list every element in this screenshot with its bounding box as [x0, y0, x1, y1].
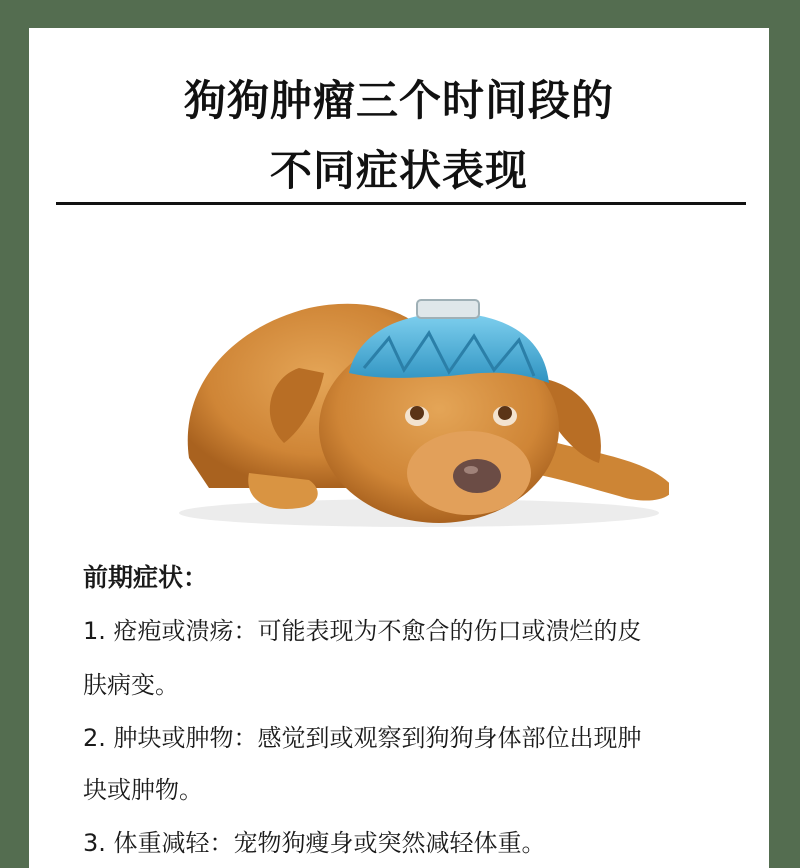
symptom-line: 2. 肿块或肿物：感觉到或观察到狗狗身体部位出现肿 — [83, 724, 642, 752]
sick-dog-icon — [149, 258, 669, 538]
dog-illustration — [149, 258, 669, 542]
symptom-line: 块或肿物。 — [83, 776, 203, 804]
section-heading: 前期症状： — [83, 563, 209, 592]
symptom-line: 1. 疮疱或溃疡：可能表现为不愈合的伤口或溃烂的皮 — [83, 617, 642, 645]
article-card — [29, 28, 769, 868]
title-divider — [56, 202, 746, 205]
title-line-2: 不同症状表现 — [269, 146, 528, 195]
symptom-line: 肤病变。 — [83, 671, 179, 699]
symptom-line: 3. 体重减轻：宠物狗瘦身或突然减轻体重。 — [83, 829, 546, 857]
title-line-1: 狗狗肿瘤三个时间段的 — [183, 76, 614, 125]
